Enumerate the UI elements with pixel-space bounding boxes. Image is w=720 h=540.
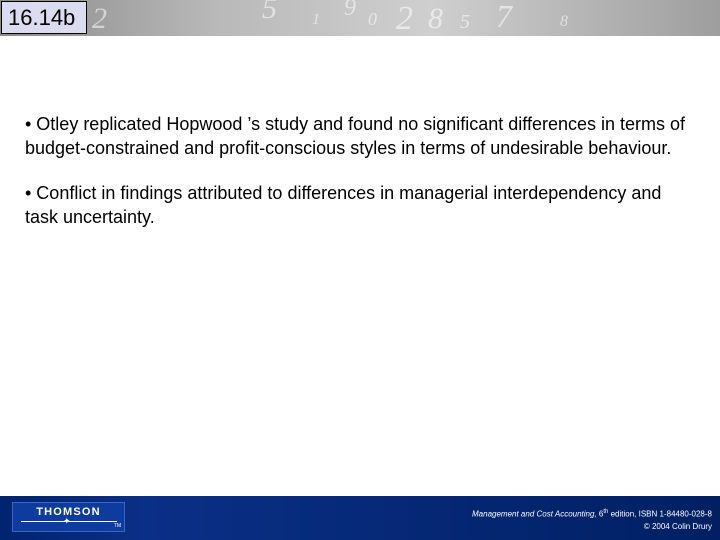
decorative-digit: 9 — [344, 0, 356, 21]
book-info-line: Management and Cost Accounting, 6th edition, ISBN 1-84480-028-8 — [472, 509, 712, 519]
book-title: Management and Cost Accounting — [472, 509, 595, 519]
decorative-digit: 5 — [460, 11, 470, 33]
decorative-digit: 8 — [560, 13, 568, 30]
decorative-digit: 0 — [368, 9, 377, 29]
book-credits — [472, 506, 712, 533]
bullet-point: • Conflict in findings attributed to differences in managerial interdependency and task uncertainty. — [25, 183, 662, 227]
thomson-logo — [12, 502, 125, 532]
footer-bar — [0, 496, 720, 540]
decorative-digit: 7 — [496, 0, 512, 34]
edition-suffix: th — [603, 509, 609, 515]
logo-text: THOMSON — [36, 506, 101, 518]
copyright: © 2004 Colin Drury — [643, 521, 712, 531]
edition-number: 6 — [598, 509, 604, 519]
slide-content — [25, 112, 695, 250]
decorative-digit: 2 — [396, 0, 413, 36]
decorative-digit: 5 — [262, 0, 277, 25]
bullet-point: • Otley replicated Hopwood ’s study and found no significant differences in terms of budget-constrained and profit-conscious styles in terms of undesirable behaviour. — [25, 114, 686, 158]
star-icon: ✦ — [63, 516, 71, 526]
edition-isbn: edition, ISBN 1-84480-028-8 — [608, 509, 712, 519]
decorative-digit: 2 — [92, 2, 107, 35]
decorative-digit: 1 — [312, 11, 320, 28]
decorative-digit: 8 — [428, 2, 443, 35]
slide-number: 16.14b — [1, 1, 87, 34]
header-banner — [0, 0, 720, 36]
trademark-mark: TM — [113, 523, 121, 529]
